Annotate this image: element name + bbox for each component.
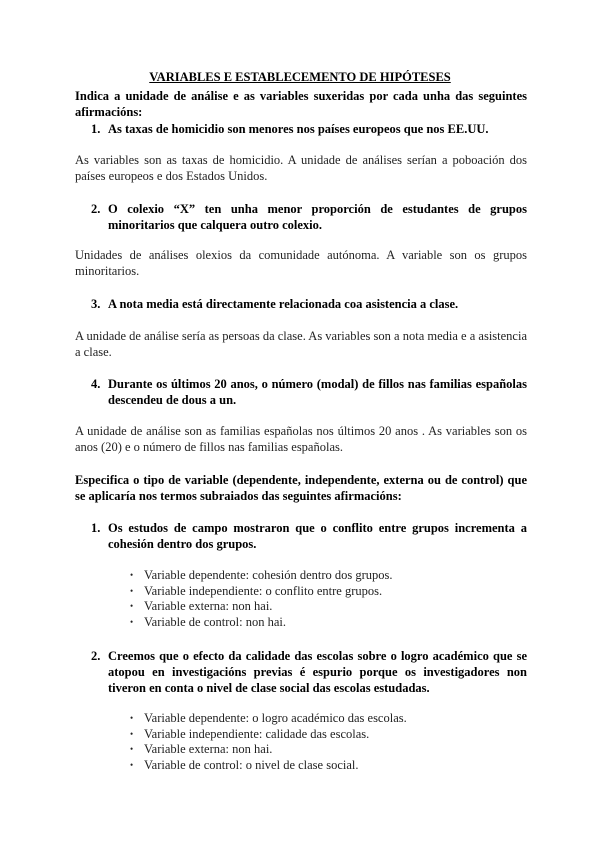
bullet-icon: •: [130, 713, 134, 723]
list-item: [130, 584, 530, 600]
item-number: 1.: [91, 521, 101, 535]
bullet-text: Variable de control: o nivel de clase social.: [144, 757, 359, 772]
item-statement: O colexio “X” ten unha menor proporción de estudantes de grupos minoritarios que calquera outro colexio.: [108, 202, 527, 232]
section2-intro: Especifica o tipo de variable (dependente, independente, externa ou de control) que se aplicaría nos termos subraiados das seguintes afirmacións:: [75, 473, 527, 503]
section1-item-2: [91, 201, 527, 233]
bullet-text: Variable independiente: calidade das escolas.: [144, 726, 370, 741]
list-item: [130, 615, 530, 631]
section1-answer-3: A unidade de análise sería as persoas da clase. As variables son a nota media e a asistencia a clase.: [75, 329, 527, 359]
list-item: [130, 727, 530, 743]
section1-answer-1: As variables son as taxas de homicidio. A unidade de análises serían a poboación dos países europeos e dos Estados Unidos.: [75, 153, 527, 183]
section1-answer-4: A unidade de análise son as familias españolas nos últimos 20 anos . As variables son os anos (20) e o número de fillos nas familias españolas.: [75, 424, 527, 454]
section2-bullets-1: [130, 568, 530, 630]
bullet-text: Variable externa: non hai.: [144, 599, 273, 613]
item-statement: A nota media está directamente relacionada coa asistencia a clase.: [108, 297, 459, 311]
section1-item-4: [91, 376, 527, 408]
page-title: VARIABLES E ESTABLECEMENTO DE HIPÓTESES: [149, 70, 451, 84]
bullet-icon: •: [130, 759, 134, 770]
bullet-text: Variable de control: non hai.: [144, 614, 286, 629]
list-item: [130, 758, 530, 774]
item-statement: Os estudos de campo mostraron que o conflito entre grupos incrementa a cohesión dentro dos grupos.: [108, 521, 527, 551]
bullet-icon: •: [130, 616, 134, 627]
section2-item-1: [91, 520, 527, 552]
bullet-text: Variable independiente: o conflito entre grupos.: [144, 583, 383, 598]
list-item: [130, 568, 530, 584]
list-item: [130, 599, 530, 615]
section2-bullets-2: [130, 711, 530, 773]
list-item: [130, 711, 530, 727]
bullet-text: Variable dependente: o logro académico das escolas.: [144, 711, 407, 725]
item-statement: As taxas de homicidio son menores nos países europeos que nos EE.UU.: [108, 122, 489, 136]
item-number: 1.: [91, 122, 101, 136]
item-statement: Durante os últimos 20 anos, o número (modal) de fillos nas familias españolas descendeu de dous a un.: [108, 377, 527, 407]
section2-item-2: [91, 648, 527, 696]
section1-item-1: [91, 121, 527, 137]
list-item: [130, 742, 530, 758]
bullet-text: Variable externa: non hai.: [144, 742, 273, 756]
section1-item-3: [91, 296, 527, 312]
bullet-icon: •: [130, 585, 134, 596]
bullet-icon: •: [130, 570, 134, 580]
bullet-icon: •: [130, 601, 134, 611]
section1-intro: Indica a unidade de análise e as variables suxeridas por cada unha das seguintes afirmacións:: [75, 89, 527, 119]
item-number: 2.: [91, 202, 101, 216]
bullet-icon: •: [130, 744, 134, 754]
item-number: 3.: [91, 297, 101, 311]
bullet-text: Variable dependente: cohesión dentro dos grupos.: [144, 568, 393, 582]
item-statement: Creemos que o efecto da calidade das escolas sobre o logro académico que se atopou en investigacións previas é espurio porque os investigadores non tiveron en conta o nivel de clase social das escolas estudadas.: [108, 649, 527, 695]
item-number: 2.: [91, 649, 101, 663]
section1-answer-2: Unidades de análises olexios da comunidade autónoma. A variable son os grupos minoritarios.: [75, 248, 527, 278]
item-number: 4.: [91, 377, 101, 391]
bullet-icon: •: [130, 728, 134, 739]
